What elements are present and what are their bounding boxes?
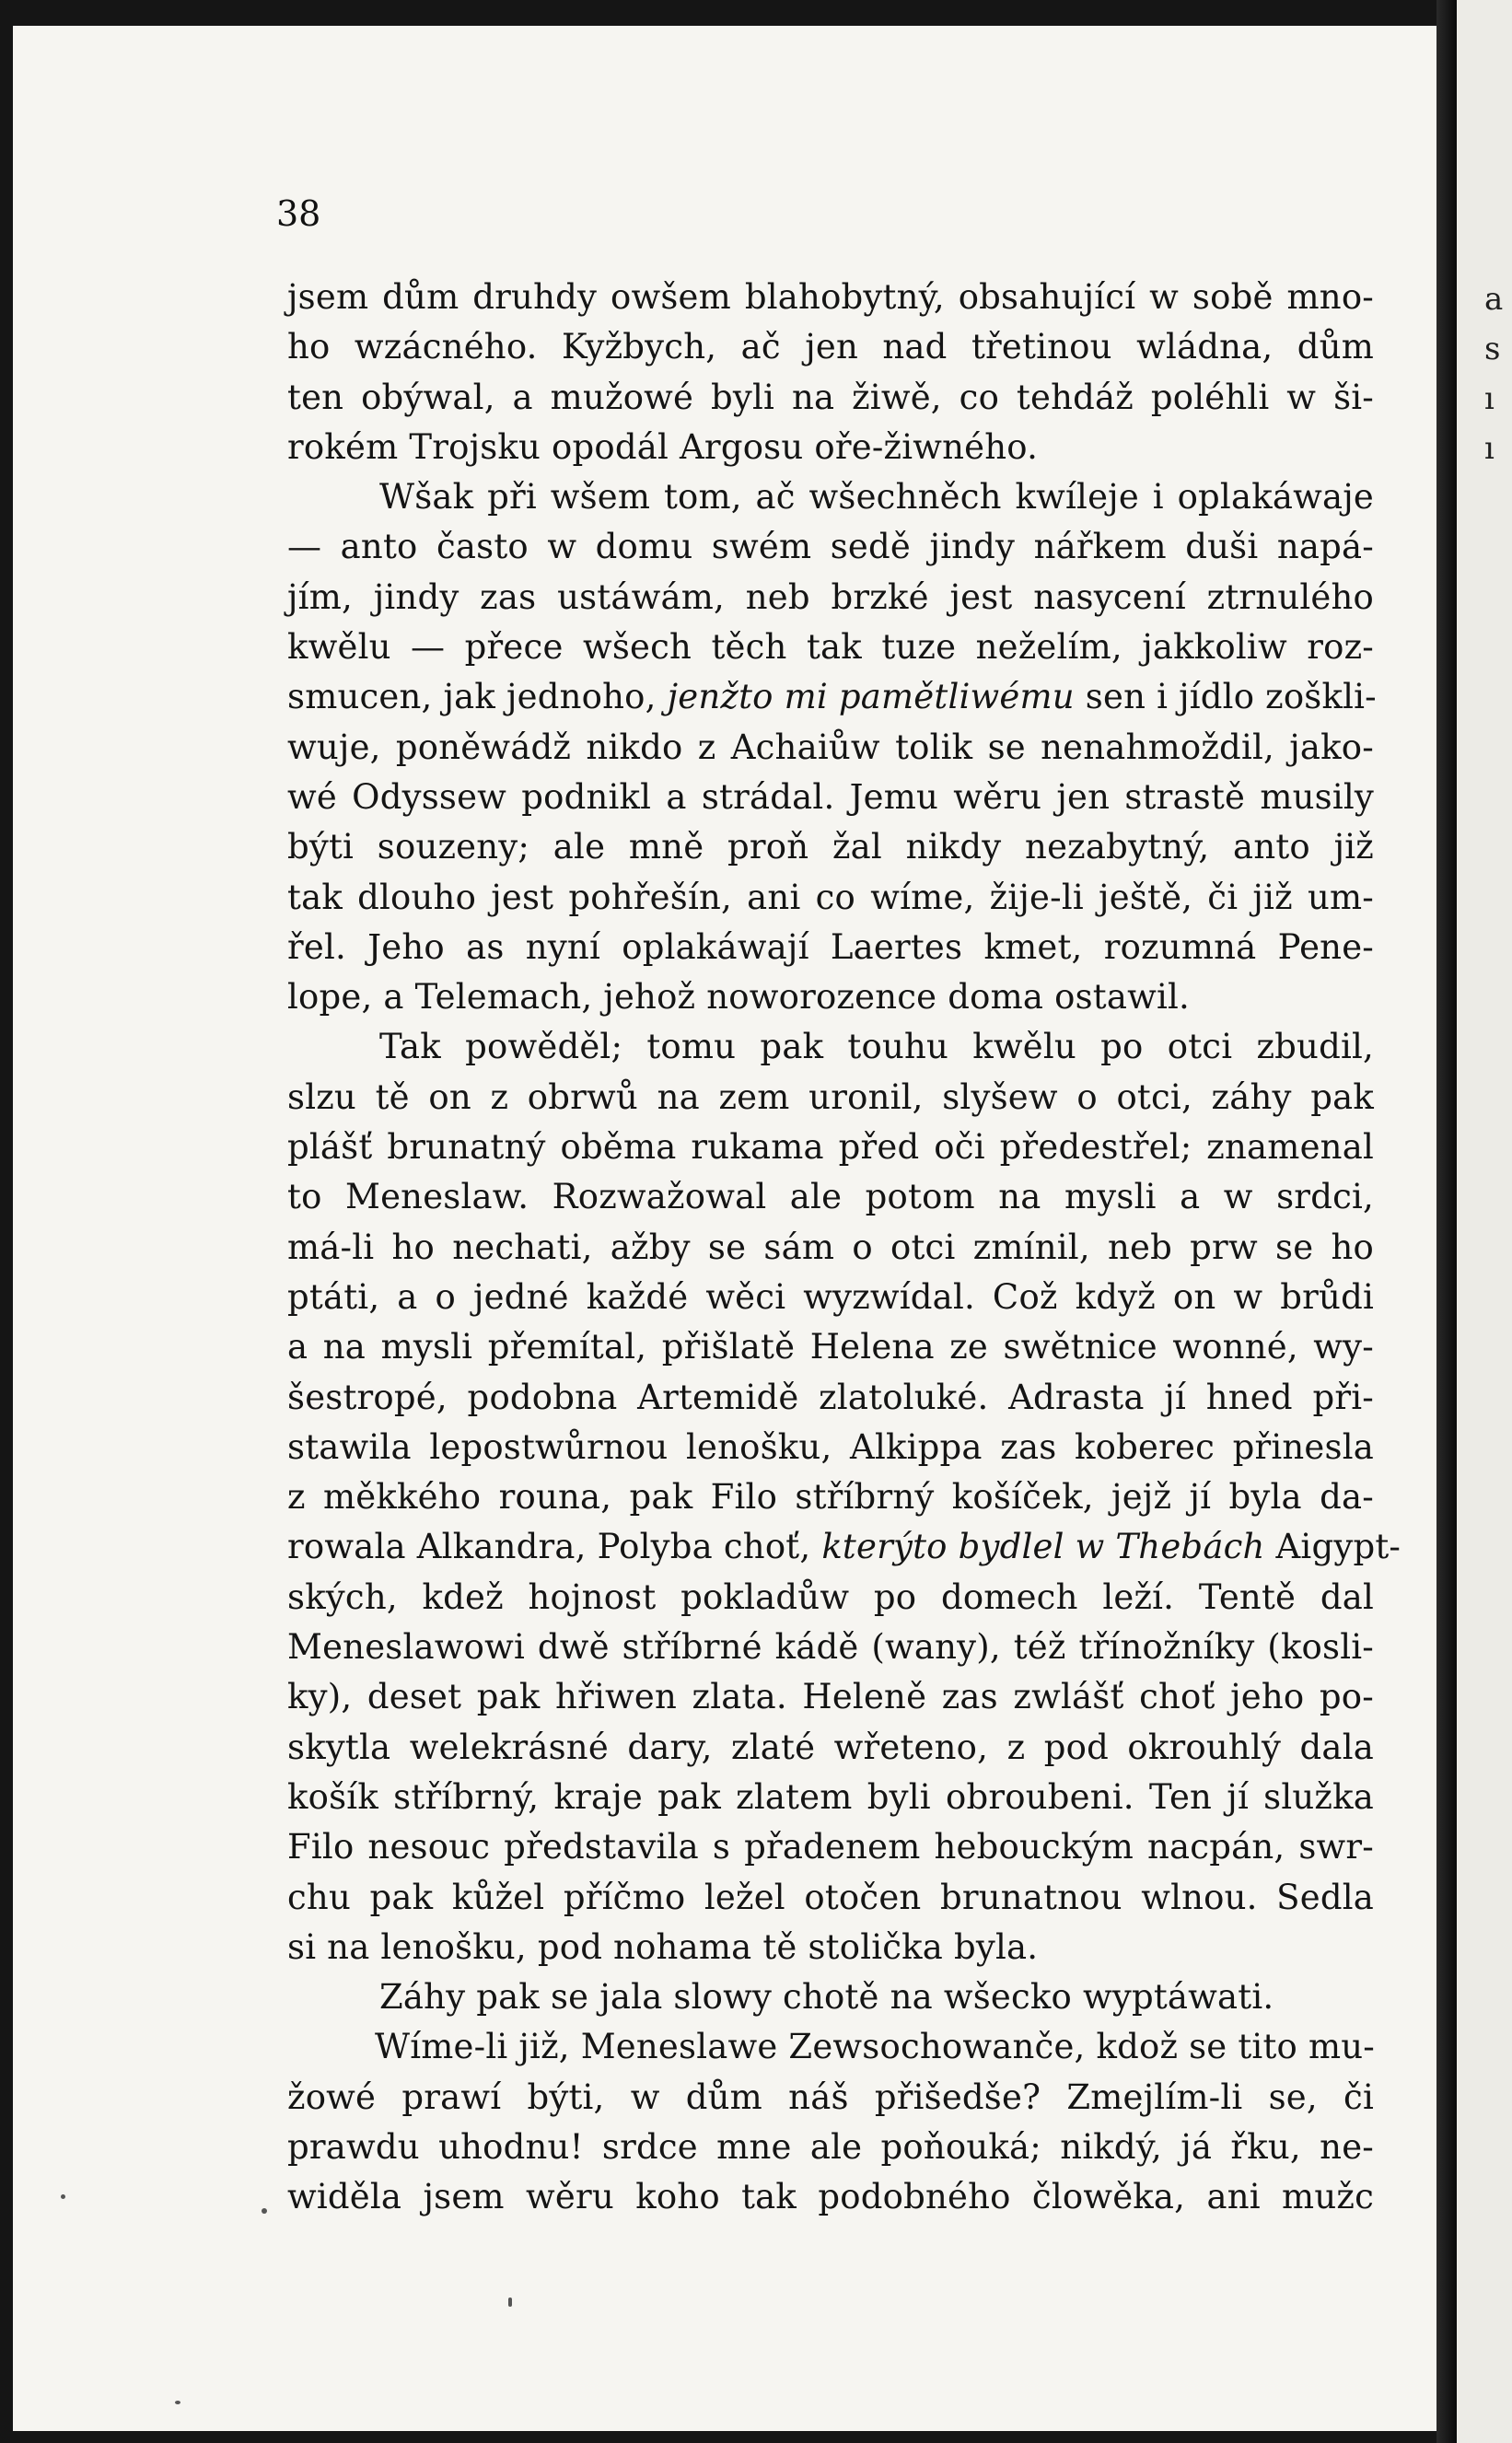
italic-phrase: kterýto bydlel w Thebách: [821, 1527, 1265, 1567]
text-line: Meneslawowi dwě stříbrné kádě (wany), též třínožníky (kosli-: [287, 1627, 1374, 1668]
text-line: jsem dům druhdy owšem blahobytný, obsahující w sobě mno-: [287, 277, 1374, 317]
text-line: plášť brunatný oběma rukama před oči předestřel; znamenal: [287, 1127, 1374, 1168]
text-line: wuje, poněwádž nikdo z Achaiůw tolik se nenahmoždil, jako-: [287, 727, 1374, 767]
page-number: 38: [276, 193, 321, 234]
text-line: lope, a Telemach, jehož noworozence doma ostawil.: [287, 977, 1190, 1018]
text-line: tak dlouho jest pohřešín, ani co wíme, žije-li ještě, či již um-: [287, 877, 1374, 917]
text-line: ho wzácného. Kyžbych, ač jen nad třetinou wládna, dům: [287, 327, 1374, 367]
text-line: žowé prawí býti, w dům náš přišedše? Zmejlím-li se, či: [287, 2077, 1374, 2117]
text-line-with-italic: [287, 672, 1377, 722]
text-line: widěla jsem wěru koho tak podobného člowěka, ani mužc: [287, 2177, 1374, 2217]
text-line: ky), deset pak hřiwen zlata. Heleně zas zwlášť choť jeho po-: [287, 1677, 1374, 1717]
text-line: Záhy pak se jala slowy chotě na wšecko wyptáwati.: [379, 1977, 1274, 2018]
text-line: slzu tě on z obrwů na zem uronil, slyšew o otci, záhy pak: [287, 1076, 1374, 1117]
text-line: ptáti, a o jedné každé wěci wyzwídal. Což když on w brůdi: [287, 1276, 1374, 1317]
text-line: chu pak kůžel příčmo ležel otočen brunatnou wlnou. Sedla: [287, 1877, 1374, 1917]
text-line: Wíme-li již, Meneslawe Zewsochowanče, kdož se tito mu-: [375, 2027, 1375, 2067]
text-line: Filo nesouc představila s přadenem hebouckým nacpán, swr-: [287, 1827, 1374, 1867]
text-line: jím, jindy zas ustáwám, neb brzké jest nasycení ztrnulého: [287, 576, 1374, 617]
text-line: a na mysli přemítal, přišlatě Helena ze swětnice wonné, wy-: [287, 1327, 1374, 1367]
paper-speck: [175, 2401, 180, 2404]
text-line: stawila lepostwůrnou lenošku, Alkippa zas koberec přinesla: [287, 1426, 1374, 1467]
text-line: ských, kdež hojnost pokladůw po domech leží. Tentě dal: [287, 1576, 1374, 1617]
edge-letter: ı: [1484, 430, 1495, 467]
text-line: košík stříbrný, kraje pak zlatem byli obroubeni. Ten jí služka: [287, 1776, 1374, 1817]
text-line: skytla welekrásné dary, zlaté wřeteno, z pod okrouhlý dala: [287, 1727, 1374, 1767]
text-line: má-li ho nechati, ažby se sám o otci zmínil, neb prw se ho: [287, 1227, 1374, 1267]
text-line: z měkkého rouna, pak Filo stříbrný košíček, jejž jí byla da-: [287, 1477, 1374, 1518]
text-line-with-italic: [287, 1522, 1402, 1572]
text-line: prawdu uhodnu! srdce mne ale poňouká; nikdý, já řku, ne-: [287, 2126, 1374, 2167]
text-segment: sen i jídlo zoškli-: [1085, 677, 1377, 717]
text-segment: Aigypt-: [1275, 1527, 1402, 1567]
paper-speck: [508, 2298, 512, 2307]
text-line: rokém Trojsku opodál Argosu oře-žiwného.: [287, 426, 1039, 467]
text-segment: smucen, jak jednoho,: [287, 677, 657, 717]
text-line: — anto často w domu swém sedě jindy nářkem duši napá-: [287, 527, 1374, 567]
adjacent-page-letters: [1484, 274, 1503, 473]
book-spine: [1436, 0, 1457, 2443]
edge-letter: s: [1484, 331, 1501, 367]
text-segment: rowala Alkandra, Polyba choť,: [287, 1527, 811, 1567]
text-line: kwělu — přece wšech těch tak tuze neželím, jakkoliw roz-: [287, 627, 1374, 668]
paper-speck: [61, 2194, 65, 2199]
text-line: Wšak při wšem tom, ač wšechněch kwíleje i oplakáwaje: [379, 477, 1374, 518]
text-line: ten obýwal, a mužowé byli na žiwě, co tehdáž poléhli w ši-: [287, 377, 1374, 417]
text-line: si na lenošku, pod nohama tě stolička byla.: [287, 1926, 1039, 1967]
text-line: wé Odyssew podnikl a strádal. Jemu wěru jen strastě musily: [287, 776, 1374, 817]
edge-letter: ı: [1484, 380, 1495, 417]
edge-letter: a: [1484, 281, 1504, 318]
paper-speck: [262, 2208, 267, 2214]
body-text: [287, 273, 1402, 2223]
italic-phrase: jenžto mi pamětliwému: [667, 677, 1075, 717]
text-line: řel. Jeho as nyní oplakáwají Laertes kmet, rozumná Pene-: [287, 926, 1374, 967]
text-line: šestropé, podobna Artemidě zlatoluké. Adrasta jí hned při-: [287, 1377, 1374, 1417]
text-line: to Meneslaw. Rozwažowal ale potom na mysli a w srdci,: [287, 1177, 1374, 1217]
text-line: býti souzeny; ale mně proň žal nikdy nezabytný, anto již: [287, 827, 1374, 867]
text-line: Tak powěděl; tomu pak touhu kwělu po otci zbudil,: [379, 1027, 1374, 1067]
